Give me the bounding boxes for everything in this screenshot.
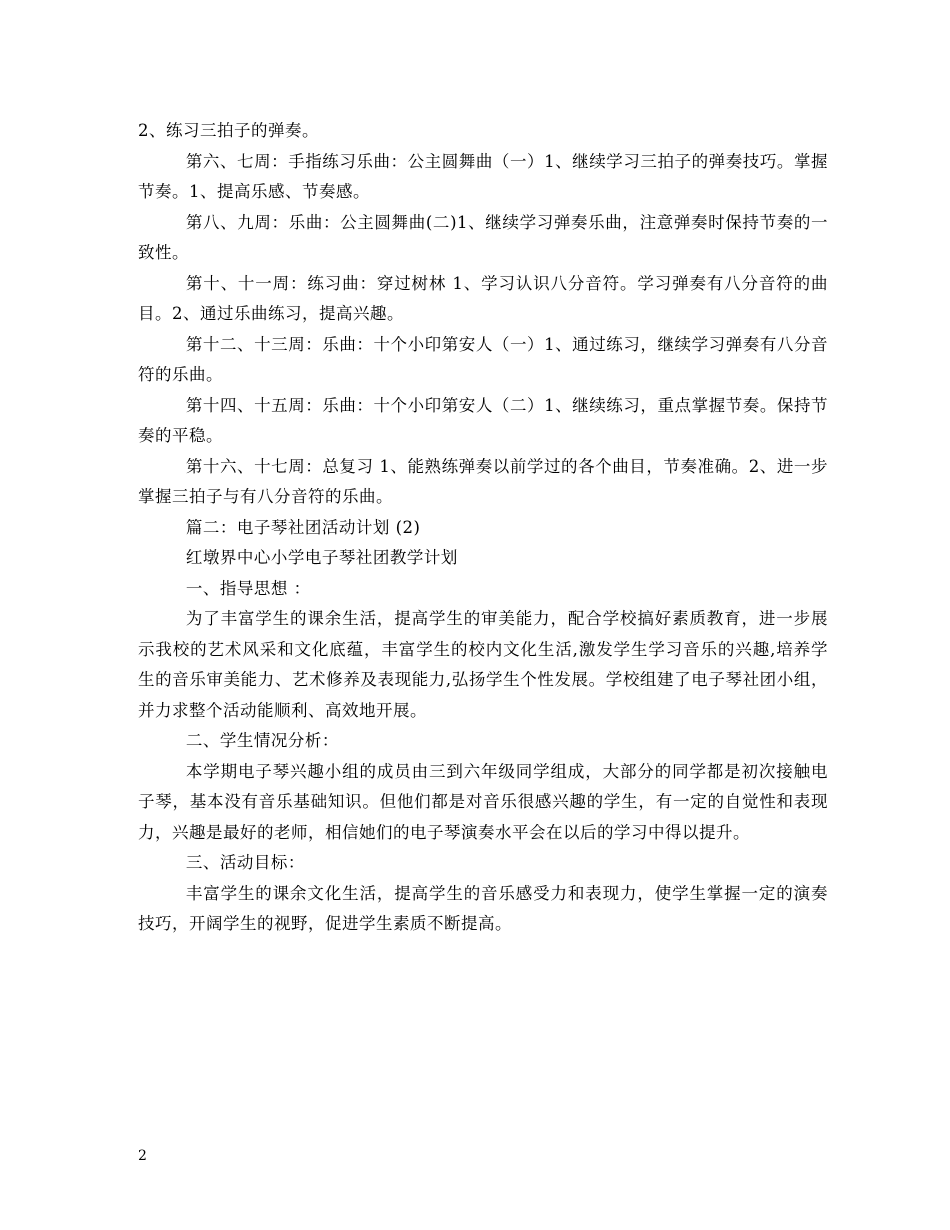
paragraph-5: 第十二、十三周：乐曲：十个小印第安人（一）1、通过练习，继续学习弹奏有八分音符的乐曲。 [138, 334, 828, 384]
heading-activity-goals: 三、活动目标： [185, 853, 305, 872]
section-title: 篇二：电子琴社团活动计划 (2) [185, 517, 421, 537]
plan-title: 红墩界中心小学电子琴社团教学计划 [185, 548, 458, 567]
paragraph-7: 第十六、十七周：总复习 1、能熟练弹奏以前学过的各个曲目，节奏准确。2、进一步掌握三拍子与有八分音符的乐曲。 [138, 456, 828, 506]
paragraph-6: 第十四、十五周：乐曲：十个小印第安人（二）1、继续练习，重点掌握节奏。保持节奏的平稳。 [138, 395, 828, 445]
paragraph-1: 2、练习三拍子的弹奏。 [138, 121, 319, 140]
page-number: 2 [138, 1148, 147, 1164]
paragraph-student-analysis: 本学期电子琴兴趣小组的成员由三到六年级同学组成，大部分的同学都是初次接触电子琴，基本没有音乐基础知识。但他们都是对音乐很感兴趣的学生，有一定的自觉性和表现力，兴趣是最好的老师，相信她们的电子琴演奏水平会在以后的学习中得以提升。 [138, 761, 828, 842]
paragraph-4: 第十、十一周：练习曲：穿过树林 1、学习认识八分音符。学习弹奏有八分音符的曲目。2、通过乐曲练习，提高兴趣。 [138, 273, 828, 323]
paragraph-3: 第八、九周：乐曲：公主圆舞曲(二)1、继续学习弹奏乐曲，注意弹奏时保持节奏的一致性。 [138, 212, 828, 262]
paragraph-2: 第六、七周：手指练习乐曲：公主圆舞曲（一）1、继续学习三拍子的弹奏技巧。掌握节奏。1、提高乐感、节奏感。 [138, 151, 828, 201]
paragraph-activity-goals: 丰富学生的课余文化生活，提高学生的音乐感受力和表现力，使学生掌握一定的演奏技巧，开阔学生的视野，促进学生素质不断提高。 [138, 883, 828, 933]
document-body [138, 116, 828, 940]
paragraph-guiding-thought: 为了丰富学生的课余生活，提高学生的审美能力，配合学校搞好素质教育，进一步展示我校的艺术风采和文化底蕴，丰富学生的校内文化生活,激发学生学习音乐的兴趣,培养学生的音乐审美能力、艺术修养及表现能力,弘扬学生个性发展。学校组建了电子琴社团小组，并力求整个活动能顺利、高效地开展。 [138, 609, 828, 720]
heading-student-analysis: 二、学生情况分析： [185, 731, 339, 750]
heading-guiding-thought: 一、指导思想 ： [185, 578, 311, 598]
